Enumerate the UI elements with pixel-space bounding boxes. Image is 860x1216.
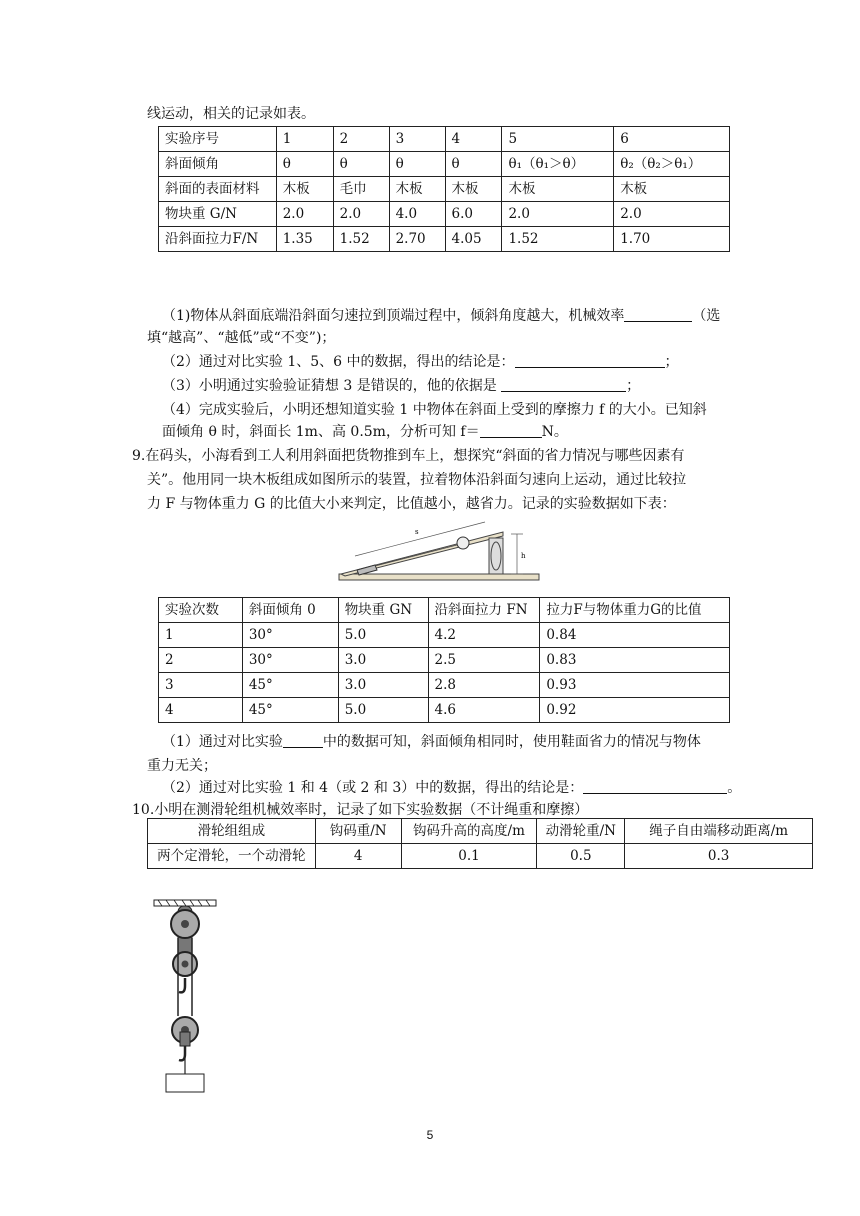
table-row — [159, 673, 730, 698]
table-cell: 4 — [159, 698, 243, 723]
q8-part4: （4）完成实验后，小明还想知道实验 1 中物体在斜面上受到的摩擦力 f 的大小。已知斜 — [162, 402, 707, 418]
table-cell: θ — [445, 152, 502, 177]
table-cell: 1 — [276, 127, 333, 152]
table-cell: 2 — [333, 127, 389, 152]
table-cell: 3.0 — [338, 648, 428, 673]
q9-part2: （2）通过对比实验 1 和 4（或 2 和 3）中的数据，得出的结论是： 。 — [162, 780, 742, 796]
table-cell: 两个定滑轮，一个动滑轮 — [148, 844, 316, 869]
figure-label-h: h — [521, 552, 526, 560]
answer-blank[interactable] — [583, 779, 727, 794]
table-cell: 5 — [502, 127, 614, 152]
table-cell: 实验次数 — [159, 598, 243, 623]
table-row — [159, 648, 730, 673]
table-cell: 4.2 — [428, 623, 540, 648]
table-cell: 木板 — [445, 177, 502, 202]
table-cell: 3.0 — [338, 673, 428, 698]
table-cell: 滑轮组组成 — [148, 819, 316, 844]
answer-blank[interactable] — [480, 423, 542, 438]
q9-line-1: 9.在码头，小海看到工人利用斜面把货物推到车上，想探究“斜面的省力情况与哪些因素有 — [132, 448, 685, 464]
table-row — [159, 177, 730, 202]
q9-line-3: 力 F 与物体重力 G 的比值大小来判定，比值越小，越省力。记录的实验数据如下表： — [147, 496, 676, 512]
answer-blank[interactable] — [283, 733, 323, 748]
pulley-system-figure — [150, 898, 220, 1098]
table-row — [159, 127, 730, 152]
table-cell: 斜面的表面材料 — [159, 177, 277, 202]
table-cell: 2.0 — [276, 202, 333, 227]
answer-blank[interactable] — [501, 377, 626, 392]
table-cell: θ₁（θ₁＞θ） — [502, 152, 614, 177]
table-cell: 30° — [242, 648, 338, 673]
incline-figure — [335, 512, 545, 584]
q8-part3: （3）小明通过实验验证猜想 3 是错误的，他的依据是 ； — [162, 378, 641, 394]
page-number: 5 — [426, 1128, 434, 1142]
table-cell: 斜面倾角 0 — [242, 598, 338, 623]
table-cell: 0.83 — [540, 648, 730, 673]
table-row — [159, 202, 730, 227]
table-cell: 2.5 — [428, 648, 540, 673]
table-cell: 1 — [159, 623, 243, 648]
q8-part4-cont: 面倾角 θ 时，斜面长 1m、高 0.5m，分析可知 f＝ N。 — [162, 424, 568, 440]
table-cell: 毛巾 — [333, 177, 389, 202]
table-cell: 4.0 — [389, 202, 445, 227]
table-cell: 5.0 — [338, 698, 428, 723]
table-cell: 物块重 G/N — [159, 202, 277, 227]
table-cell: 斜面倾角 — [159, 152, 277, 177]
table-cell: 0.3 — [625, 844, 813, 869]
table-cell: 物块重 GN — [338, 598, 428, 623]
table-cell: θ₂（θ₂＞θ₁） — [614, 152, 730, 177]
q8-part1: （1)物体从斜面底端沿斜面匀速拉到顶端过程中，倾斜角度越大，机械效率 （选 — [162, 308, 721, 324]
table-cell: 2.70 — [389, 227, 445, 252]
table-cell: 实验序号 — [159, 127, 277, 152]
table-row — [159, 152, 730, 177]
table-cell: 沿斜面拉力 FN — [428, 598, 540, 623]
table-header-row — [148, 819, 813, 844]
pulley-table — [147, 818, 813, 869]
q9-part1: （1）通过对比实验 中的数据可知，斜面倾角相同时，使用鞋面省力的情况与物体 — [162, 734, 701, 750]
table-cell: 4 — [445, 127, 502, 152]
table-cell: 沿斜面拉力F/N — [159, 227, 277, 252]
table-row — [159, 698, 730, 723]
table-cell: 4.6 — [428, 698, 540, 723]
table-cell: 30° — [242, 623, 338, 648]
q9-line-2: 关”。他用同一块木板组成如图所示的装置，拉着物体沿斜面匀速向上运动，通过比较拉 — [147, 472, 687, 488]
table-cell: 0.84 — [540, 623, 730, 648]
table-cell: 1.52 — [502, 227, 614, 252]
table-cell: 2.0 — [502, 202, 614, 227]
table-row — [148, 844, 813, 869]
table-cell: θ — [276, 152, 333, 177]
table-row — [159, 623, 730, 648]
table-cell: 0.5 — [537, 844, 625, 869]
table-row — [159, 227, 730, 252]
table-cell: θ — [333, 152, 389, 177]
q10-line-1: 10.小明在测滑轮组机械效率时，记录了如下实验数据（不计绳重和摩擦） — [132, 802, 589, 818]
table-cell: 3 — [389, 127, 445, 152]
table-cell: 0.1 — [401, 844, 537, 869]
table-cell: 45° — [242, 698, 338, 723]
figure-label-s: s — [415, 528, 419, 536]
table-header-row — [159, 598, 730, 623]
table-cell: 6 — [614, 127, 730, 152]
table-cell: 木板 — [614, 177, 730, 202]
table-cell: 动滑轮重/N — [537, 819, 625, 844]
table-cell: 木板 — [389, 177, 445, 202]
table-cell: 45° — [242, 673, 338, 698]
table-cell: 拉力F与物体重力G的比值 — [540, 598, 730, 623]
table-cell: 5.0 — [338, 623, 428, 648]
table-cell: 6.0 — [445, 202, 502, 227]
answer-blank[interactable] — [515, 353, 665, 368]
table-cell: 2 — [159, 648, 243, 673]
table-cell: θ — [389, 152, 445, 177]
q9-part1-cont: 重力无关； — [147, 758, 217, 774]
table-cell: 3 — [159, 673, 243, 698]
table-cell: 2.0 — [333, 202, 389, 227]
table-cell: 1.35 — [276, 227, 333, 252]
table-cell: 0.92 — [540, 698, 730, 723]
q8-part2: （2）通过对比实验 1、5、6 中的数据，得出的结论是： ； — [162, 354, 679, 370]
table-cell: 4 — [315, 844, 401, 869]
table-cell: 木板 — [276, 177, 333, 202]
table-cell: 1.70 — [614, 227, 730, 252]
table-cell: 钩码升高的高度/m — [401, 819, 537, 844]
table-cell: 0.93 — [540, 673, 730, 698]
table-cell: 2.8 — [428, 673, 540, 698]
table-cell: 绳子自由端移动距离/m — [625, 819, 813, 844]
intro-line: 线运动，相关的记录如表。 — [147, 106, 315, 122]
table-cell: 4.05 — [445, 227, 502, 252]
table-cell: 钩码重/N — [315, 819, 401, 844]
table-cell: 2.0 — [614, 202, 730, 227]
table-cell: 1.52 — [333, 227, 389, 252]
q8-part1-cont: 填“越高”、“越低”或“不变”)； — [147, 330, 336, 346]
answer-blank[interactable] — [624, 307, 692, 322]
experiment-table-1 — [158, 126, 730, 252]
table-cell: 木板 — [502, 177, 614, 202]
experiment-table-2 — [158, 597, 730, 723]
